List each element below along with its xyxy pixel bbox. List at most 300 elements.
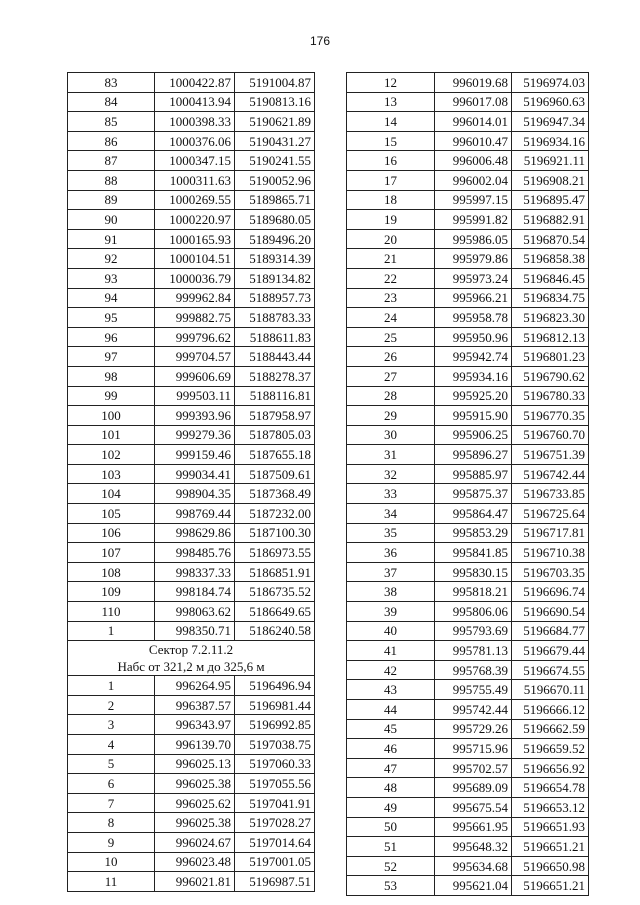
table-row <box>68 464 315 484</box>
x-coordinate-cell: 996017.08 <box>435 92 512 112</box>
table-row <box>68 735 315 755</box>
x-coordinate-cell: 998904.35 <box>155 484 235 504</box>
x-coordinate-cell: 995950.96 <box>435 327 512 347</box>
x-coordinate-cell: 995806.06 <box>435 602 512 622</box>
point-number-cell: 36 <box>347 543 435 563</box>
y-coordinate-cell: 5196710.38 <box>512 543 589 563</box>
point-number-cell: 22 <box>347 268 435 288</box>
x-coordinate-cell: 1000376.06 <box>155 131 235 151</box>
x-coordinate-cell: 999279.36 <box>155 425 235 445</box>
x-coordinate-cell: 1000104.51 <box>155 249 235 269</box>
y-coordinate-cell: 5197041.91 <box>235 793 315 813</box>
point-number-cell: 15 <box>347 131 435 151</box>
table-row <box>68 523 315 543</box>
point-number-cell: 85 <box>68 112 155 132</box>
table-row <box>68 445 315 465</box>
y-coordinate-cell: 5188278.37 <box>235 366 315 386</box>
y-coordinate-cell: 5196650.98 <box>512 856 589 876</box>
y-coordinate-cell: 5196666.12 <box>512 700 589 720</box>
table-row <box>347 151 589 171</box>
y-coordinate-cell: 5187655.18 <box>235 445 315 465</box>
table-row <box>347 504 589 524</box>
table-row <box>347 229 589 249</box>
point-number-cell: 45 <box>347 719 435 739</box>
table-row <box>347 856 589 876</box>
y-coordinate-cell: 5186735.52 <box>235 582 315 602</box>
point-number-cell: 2 <box>68 695 155 715</box>
point-number-cell: 33 <box>347 484 435 504</box>
x-coordinate-cell: 995986.05 <box>435 229 512 249</box>
x-coordinate-cell: 995621.04 <box>435 876 512 896</box>
x-coordinate-cell: 995925.20 <box>435 386 512 406</box>
y-coordinate-cell: 5196659.52 <box>512 739 589 759</box>
y-coordinate-cell: 5196651.21 <box>512 876 589 896</box>
point-number-cell: 27 <box>347 366 435 386</box>
x-coordinate-cell: 998184.74 <box>155 582 235 602</box>
x-coordinate-cell: 995875.37 <box>435 484 512 504</box>
x-coordinate-cell: 1000036.79 <box>155 268 235 288</box>
point-number-cell: 29 <box>347 406 435 426</box>
point-number-cell: 97 <box>68 347 155 367</box>
y-coordinate-cell: 5196823.30 <box>512 308 589 328</box>
x-coordinate-cell: 995648.32 <box>435 837 512 857</box>
table-row <box>347 268 589 288</box>
point-number-cell: 21 <box>347 249 435 269</box>
x-coordinate-cell: 995742.44 <box>435 700 512 720</box>
y-coordinate-cell: 5196654.78 <box>512 778 589 798</box>
y-coordinate-cell: 5197038.75 <box>235 735 315 755</box>
table-row <box>347 249 589 269</box>
y-coordinate-cell: 5196703.35 <box>512 562 589 582</box>
point-number-cell: 5 <box>68 754 155 774</box>
point-number-cell: 53 <box>347 876 435 896</box>
point-number-cell: 17 <box>347 170 435 190</box>
x-coordinate-cell: 996010.47 <box>435 131 512 151</box>
x-coordinate-cell: 996023.48 <box>155 852 235 872</box>
table-row <box>68 621 315 641</box>
x-coordinate-cell: 996025.38 <box>155 813 235 833</box>
y-coordinate-cell: 5196751.39 <box>512 445 589 465</box>
point-number-cell: 51 <box>347 837 435 857</box>
x-coordinate-cell: 1000311.63 <box>155 170 235 190</box>
y-coordinate-cell: 5196908.21 <box>512 170 589 190</box>
point-number-cell: 10 <box>68 852 155 872</box>
x-coordinate-cell: 996139.70 <box>155 735 235 755</box>
right-coordinates-table <box>346 72 589 896</box>
point-number-cell: 87 <box>68 151 155 171</box>
x-coordinate-cell: 995973.24 <box>435 268 512 288</box>
x-coordinate-cell: 995864.47 <box>435 504 512 524</box>
x-coordinate-cell: 995675.54 <box>435 797 512 817</box>
y-coordinate-cell: 5196760.70 <box>512 425 589 445</box>
point-number-cell: 13 <box>347 92 435 112</box>
table-row <box>347 621 589 641</box>
x-coordinate-cell: 996014.01 <box>435 112 512 132</box>
point-number-cell: 84 <box>68 92 155 112</box>
table-row <box>347 778 589 798</box>
table-row <box>68 268 315 288</box>
x-coordinate-cell: 995715.96 <box>435 739 512 759</box>
y-coordinate-cell: 5191004.87 <box>235 73 315 93</box>
y-coordinate-cell: 5196496.94 <box>235 676 315 696</box>
point-number-cell: 105 <box>68 504 155 524</box>
table-row <box>347 876 589 896</box>
x-coordinate-cell: 998485.76 <box>155 543 235 563</box>
x-coordinate-cell: 996021.81 <box>155 872 235 892</box>
point-number-cell: 8 <box>68 813 155 833</box>
y-coordinate-cell: 5196653.12 <box>512 797 589 817</box>
x-coordinate-cell: 995793.69 <box>435 621 512 641</box>
point-number-cell: 20 <box>347 229 435 249</box>
point-number-cell: 110 <box>68 602 155 622</box>
table-row <box>347 817 589 837</box>
point-number-cell: 94 <box>68 288 155 308</box>
point-number-cell: 40 <box>347 621 435 641</box>
y-coordinate-cell: 5196690.54 <box>512 602 589 622</box>
table-row <box>68 602 315 622</box>
x-coordinate-cell: 995702.57 <box>435 758 512 778</box>
x-coordinate-cell: 995896.27 <box>435 445 512 465</box>
point-number-cell: 23 <box>347 288 435 308</box>
y-coordinate-cell: 5189314.39 <box>235 249 315 269</box>
x-coordinate-cell: 995915.90 <box>435 406 512 426</box>
point-number-cell: 35 <box>347 523 435 543</box>
x-coordinate-cell: 995841.85 <box>435 543 512 563</box>
x-coordinate-cell: 995934.16 <box>435 366 512 386</box>
point-number-cell: 24 <box>347 308 435 328</box>
x-coordinate-cell: 998629.86 <box>155 523 235 543</box>
y-coordinate-cell: 5197014.64 <box>235 832 315 852</box>
table-row <box>68 131 315 151</box>
y-coordinate-cell: 5187100.30 <box>235 523 315 543</box>
table-row <box>347 112 589 132</box>
y-coordinate-cell: 5186240.58 <box>235 621 315 641</box>
table-row <box>68 774 315 794</box>
x-coordinate-cell: 996264.95 <box>155 676 235 696</box>
point-number-cell: 9 <box>68 832 155 852</box>
y-coordinate-cell: 5190241.55 <box>235 151 315 171</box>
point-number-cell: 52 <box>347 856 435 876</box>
table-row <box>347 210 589 230</box>
table-row <box>68 347 315 367</box>
point-number-cell: 7 <box>68 793 155 813</box>
y-coordinate-cell: 5190813.16 <box>235 92 315 112</box>
table-row <box>68 249 315 269</box>
point-number-cell: 99 <box>68 386 155 406</box>
point-number-cell: 14 <box>347 112 435 132</box>
table-row <box>68 308 315 328</box>
table-row <box>68 288 315 308</box>
y-coordinate-cell: 5187368.49 <box>235 484 315 504</box>
x-coordinate-cell: 999606.69 <box>155 366 235 386</box>
point-number-cell: 42 <box>347 660 435 680</box>
table-row <box>347 308 589 328</box>
x-coordinate-cell: 1000413.94 <box>155 92 235 112</box>
table-row <box>347 602 589 622</box>
point-number-cell: 48 <box>347 778 435 798</box>
x-coordinate-cell: 995885.97 <box>435 464 512 484</box>
table-row <box>347 641 589 661</box>
y-coordinate-cell: 5196974.03 <box>512 73 589 93</box>
y-coordinate-cell: 5196670.11 <box>512 680 589 700</box>
y-coordinate-cell: 5196725.64 <box>512 504 589 524</box>
point-number-cell: 93 <box>68 268 155 288</box>
table-row <box>68 425 315 445</box>
y-coordinate-cell: 5196733.85 <box>512 484 589 504</box>
point-number-cell: 106 <box>68 523 155 543</box>
x-coordinate-cell: 995991.82 <box>435 210 512 230</box>
left-table-body-before <box>68 73 315 641</box>
y-coordinate-cell: 5196780.33 <box>512 386 589 406</box>
y-coordinate-cell: 5196717.81 <box>512 523 589 543</box>
table-row <box>68 210 315 230</box>
point-number-cell: 4 <box>68 735 155 755</box>
y-coordinate-cell: 5196921.11 <box>512 151 589 171</box>
y-coordinate-cell: 5197060.33 <box>235 754 315 774</box>
x-coordinate-cell: 999704.57 <box>155 347 235 367</box>
table-row <box>347 719 589 739</box>
x-coordinate-cell: 999882.75 <box>155 308 235 328</box>
table-row <box>68 406 315 426</box>
y-coordinate-cell: 5196742.44 <box>512 464 589 484</box>
table-row <box>68 73 315 93</box>
sector-header-row <box>68 641 315 676</box>
table-row <box>347 73 589 93</box>
table-row <box>68 872 315 892</box>
x-coordinate-cell: 999393.96 <box>155 406 235 426</box>
y-coordinate-cell: 5196992.85 <box>235 715 315 735</box>
table-row <box>68 793 315 813</box>
x-coordinate-cell: 995853.29 <box>435 523 512 543</box>
point-number-cell: 46 <box>347 739 435 759</box>
y-coordinate-cell: 5189680.05 <box>235 210 315 230</box>
sector-header-cell <box>68 641 315 676</box>
point-number-cell: 30 <box>347 425 435 445</box>
x-coordinate-cell: 996002.04 <box>435 170 512 190</box>
x-coordinate-cell: 996387.57 <box>155 695 235 715</box>
x-coordinate-cell: 995966.21 <box>435 288 512 308</box>
point-number-cell: 101 <box>68 425 155 445</box>
y-coordinate-cell: 5187958.97 <box>235 406 315 426</box>
x-coordinate-cell: 999796.62 <box>155 327 235 347</box>
table-row <box>68 151 315 171</box>
x-coordinate-cell: 998769.44 <box>155 504 235 524</box>
point-number-cell: 108 <box>68 562 155 582</box>
table-row <box>68 190 315 210</box>
sector-title: Сектор 7.2.11.2 <box>148 642 234 658</box>
table-row <box>347 758 589 778</box>
y-coordinate-cell: 5190621.89 <box>235 112 315 132</box>
y-coordinate-cell: 5197028.27 <box>235 813 315 833</box>
x-coordinate-cell: 995830.15 <box>435 562 512 582</box>
x-coordinate-cell: 996024.67 <box>155 832 235 852</box>
x-coordinate-cell: 1000422.87 <box>155 73 235 93</box>
y-coordinate-cell: 5196651.21 <box>512 837 589 857</box>
y-coordinate-cell: 5196651.93 <box>512 817 589 837</box>
table-row <box>347 347 589 367</box>
table-row <box>347 484 589 504</box>
point-number-cell: 86 <box>68 131 155 151</box>
y-coordinate-cell: 5196696.74 <box>512 582 589 602</box>
point-number-cell: 18 <box>347 190 435 210</box>
table-row <box>68 754 315 774</box>
table-row <box>68 562 315 582</box>
point-number-cell: 31 <box>347 445 435 465</box>
table-row <box>68 832 315 852</box>
point-number-cell: 19 <box>347 210 435 230</box>
x-coordinate-cell: 998063.62 <box>155 602 235 622</box>
y-coordinate-cell: 5186851.91 <box>235 562 315 582</box>
y-coordinate-cell: 5186649.65 <box>235 602 315 622</box>
table-row <box>68 366 315 386</box>
x-coordinate-cell: 995689.09 <box>435 778 512 798</box>
point-number-cell: 89 <box>68 190 155 210</box>
y-coordinate-cell: 5196960.63 <box>512 92 589 112</box>
point-number-cell: 109 <box>68 582 155 602</box>
point-number-cell: 12 <box>347 73 435 93</box>
point-number-cell: 1 <box>68 676 155 696</box>
y-coordinate-cell: 5188116.81 <box>235 386 315 406</box>
table-row <box>347 543 589 563</box>
table-row <box>347 131 589 151</box>
y-coordinate-cell: 5188611.83 <box>235 327 315 347</box>
x-coordinate-cell: 996343.97 <box>155 715 235 735</box>
y-coordinate-cell: 5188783.33 <box>235 308 315 328</box>
point-number-cell: 107 <box>68 543 155 563</box>
x-coordinate-cell: 995634.68 <box>435 856 512 876</box>
y-coordinate-cell: 5196834.75 <box>512 288 589 308</box>
point-number-cell: 32 <box>347 464 435 484</box>
x-coordinate-cell: 1000347.15 <box>155 151 235 171</box>
table-row <box>347 739 589 759</box>
point-number-cell: 3 <box>68 715 155 735</box>
y-coordinate-cell: 5188443.44 <box>235 347 315 367</box>
y-coordinate-cell: 5188957.73 <box>235 288 315 308</box>
y-coordinate-cell: 5196934.16 <box>512 131 589 151</box>
point-number-cell: 100 <box>68 406 155 426</box>
point-number-cell: 25 <box>347 327 435 347</box>
point-number-cell: 49 <box>347 797 435 817</box>
page-number: 176 <box>309 34 331 48</box>
x-coordinate-cell: 1000220.97 <box>155 210 235 230</box>
y-coordinate-cell: 5196947.34 <box>512 112 589 132</box>
table-row <box>347 680 589 700</box>
point-number-cell: 44 <box>347 700 435 720</box>
table-row <box>68 484 315 504</box>
left-table-body-after <box>68 676 315 892</box>
y-coordinate-cell: 5196987.51 <box>235 872 315 892</box>
table-row <box>347 700 589 720</box>
x-coordinate-cell: 996006.48 <box>435 151 512 171</box>
y-coordinate-cell: 5196812.13 <box>512 327 589 347</box>
table-row <box>347 464 589 484</box>
y-coordinate-cell: 5190431.27 <box>235 131 315 151</box>
x-coordinate-cell: 999962.84 <box>155 288 235 308</box>
x-coordinate-cell: 995906.25 <box>435 425 512 445</box>
point-number-cell: 83 <box>68 73 155 93</box>
y-coordinate-cell: 5196674.55 <box>512 660 589 680</box>
y-coordinate-cell: 5196882.91 <box>512 210 589 230</box>
y-coordinate-cell: 5187232.00 <box>235 504 315 524</box>
y-coordinate-cell: 5189134.82 <box>235 268 315 288</box>
y-coordinate-cell: 5189865.71 <box>235 190 315 210</box>
x-coordinate-cell: 995979.86 <box>435 249 512 269</box>
y-coordinate-cell: 5189496.20 <box>235 229 315 249</box>
table-row <box>68 543 315 563</box>
table-row <box>347 837 589 857</box>
table-row <box>68 386 315 406</box>
x-coordinate-cell: 995729.26 <box>435 719 512 739</box>
y-coordinate-cell: 5187805.03 <box>235 425 315 445</box>
x-coordinate-cell: 995958.78 <box>435 308 512 328</box>
point-number-cell: 26 <box>347 347 435 367</box>
table-row <box>347 366 589 386</box>
y-coordinate-cell: 5196870.54 <box>512 229 589 249</box>
table-row <box>68 327 315 347</box>
y-coordinate-cell: 5196684.77 <box>512 621 589 641</box>
x-coordinate-cell: 995768.39 <box>435 660 512 680</box>
point-number-cell: 11 <box>68 872 155 892</box>
y-coordinate-cell: 5196790.62 <box>512 366 589 386</box>
x-coordinate-cell: 995661.95 <box>435 817 512 837</box>
y-coordinate-cell: 5196858.38 <box>512 249 589 269</box>
x-coordinate-cell: 1000165.93 <box>155 229 235 249</box>
point-number-cell: 102 <box>68 445 155 465</box>
point-number-cell: 96 <box>68 327 155 347</box>
table-row <box>68 695 315 715</box>
table-row <box>68 676 315 696</box>
table-row <box>347 386 589 406</box>
x-coordinate-cell: 996025.13 <box>155 754 235 774</box>
y-coordinate-cell: 5196801.23 <box>512 347 589 367</box>
point-number-cell: 43 <box>347 680 435 700</box>
point-number-cell: 34 <box>347 504 435 524</box>
table-row <box>347 288 589 308</box>
point-number-cell: 38 <box>347 582 435 602</box>
table-row <box>68 504 315 524</box>
x-coordinate-cell: 995781.13 <box>435 641 512 661</box>
table-row <box>347 190 589 210</box>
point-number-cell: 39 <box>347 602 435 622</box>
x-coordinate-cell: 999159.46 <box>155 445 235 465</box>
x-coordinate-cell: 995755.49 <box>435 680 512 700</box>
point-number-cell: 95 <box>68 308 155 328</box>
table-row <box>68 92 315 112</box>
x-coordinate-cell: 1000269.55 <box>155 190 235 210</box>
point-number-cell: 28 <box>347 386 435 406</box>
y-coordinate-cell: 5196770.35 <box>512 406 589 426</box>
y-coordinate-cell: 5197001.05 <box>235 852 315 872</box>
table-row <box>347 523 589 543</box>
x-coordinate-cell: 996019.68 <box>435 73 512 93</box>
point-number-cell: 92 <box>68 249 155 269</box>
y-coordinate-cell: 5186973.55 <box>235 543 315 563</box>
point-number-cell: 16 <box>347 151 435 171</box>
table-row <box>68 112 315 132</box>
sector-subtitle: Набс от 321,2 м до 325,6 м <box>117 659 265 675</box>
right-table-body <box>347 73 589 896</box>
x-coordinate-cell: 998350.71 <box>155 621 235 641</box>
x-coordinate-cell: 996025.38 <box>155 774 235 794</box>
y-coordinate-cell: 5196981.44 <box>235 695 315 715</box>
table-row <box>347 660 589 680</box>
point-number-cell: 90 <box>68 210 155 230</box>
x-coordinate-cell: 999503.11 <box>155 386 235 406</box>
table-row <box>68 229 315 249</box>
point-number-cell: 103 <box>68 464 155 484</box>
point-number-cell: 91 <box>68 229 155 249</box>
x-coordinate-cell: 1000398.33 <box>155 112 235 132</box>
